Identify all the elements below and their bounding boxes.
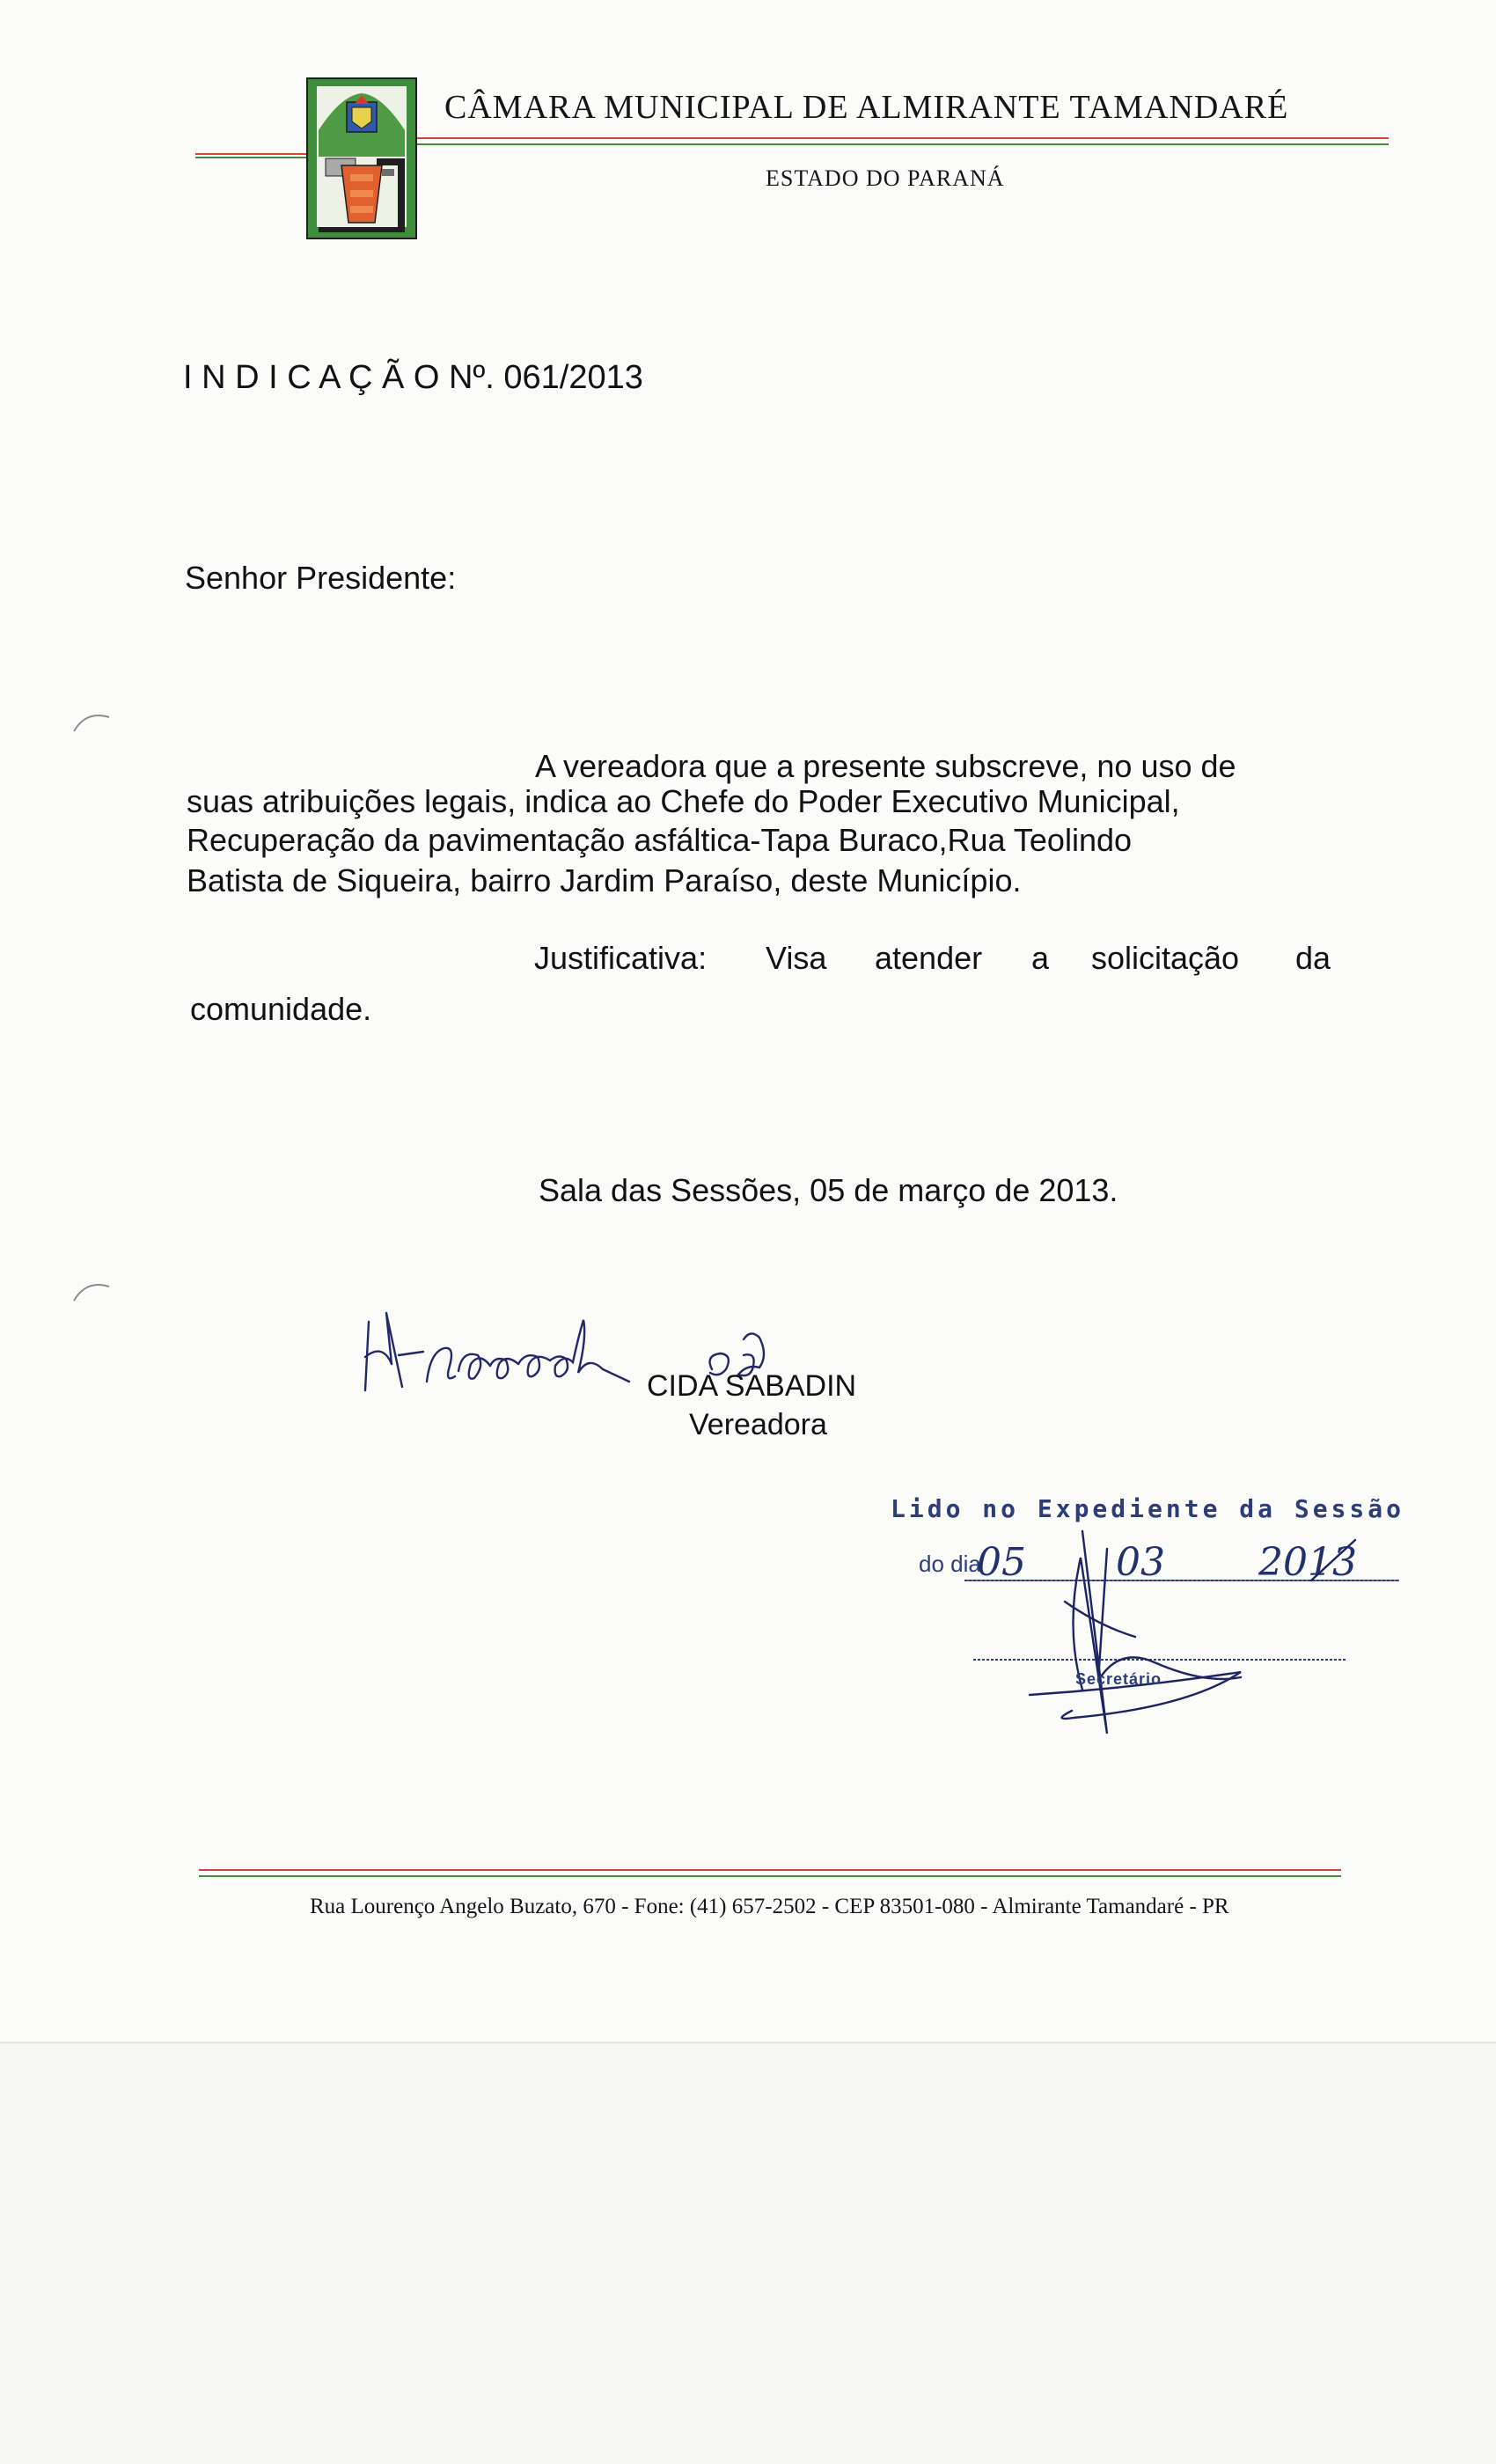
justification-end: comunidade.	[190, 991, 372, 1027]
stamp-heading: Lido no Expediente da Sessão	[891, 1494, 1405, 1523]
footer-address: Rua Lourenço Angelo Buzato, 670 - Fone: (41) 657-2502 - CEP 83501-080 - Almirante Tamandaré - PR	[310, 1895, 1229, 1918]
footer-divider-green	[199, 1875, 1341, 1877]
body-line: A vereadora que a presente subscreve, no uso de	[535, 748, 1236, 784]
stamp-month-value: 03	[1116, 1540, 1165, 1585]
body-line: Batista de Siqueira, bairro Jardim Paraíso, deste Município.	[187, 862, 1022, 898]
justification-word: a	[1031, 940, 1050, 976]
stamp-lines-and-initials	[924, 1522, 1434, 1742]
header-divider-green	[195, 157, 306, 158]
document-title: I N D I C A Ç Ã O Nº. 061/2013	[183, 359, 643, 396]
stamp-year-value: 2013	[1258, 1540, 1357, 1585]
state-name: ESTADO DO PARANÁ	[766, 165, 1005, 191]
stamp-day-value: 05	[977, 1540, 1026, 1585]
justification-word: solicitação	[1091, 940, 1240, 976]
stamp-day-label: do dia	[919, 1551, 981, 1577]
stamp-role-label: Secretário	[1075, 1670, 1162, 1688]
municipal-coat-of-arms-icon	[306, 77, 417, 239]
closing-place-date: Sala das Sessões, 05 de março de 2013.	[539, 1172, 1118, 1208]
justification-word: Visa	[766, 940, 827, 976]
signer-role: Vereadora	[689, 1408, 827, 1441]
salutation: Senhor Presidente:	[185, 560, 457, 596]
justification-label: Justificativa:	[534, 940, 708, 976]
header-divider-red	[417, 137, 1389, 139]
body-line: suas atribuições legais, indica ao Chefe do Poder Executivo Municipal,	[187, 783, 1180, 819]
signer-name: CIDA SABADIN	[647, 1369, 857, 1403]
organization-name: CÂMARA MUNICIPAL DE ALMIRANTE TAMANDARÉ	[444, 89, 1289, 126]
punch-hole-mark	[70, 708, 114, 735]
header-divider-green	[417, 143, 1389, 145]
justification-word: atender	[875, 940, 983, 976]
punch-hole-mark	[70, 1278, 114, 1304]
header-divider-red	[195, 153, 306, 155]
footer-divider-red	[199, 1869, 1341, 1871]
justification-word: da	[1295, 940, 1331, 976]
body-line: Recuperação da pavimentação asfáltica-Tapa Buraco,Rua Teolindo	[187, 822, 1133, 858]
